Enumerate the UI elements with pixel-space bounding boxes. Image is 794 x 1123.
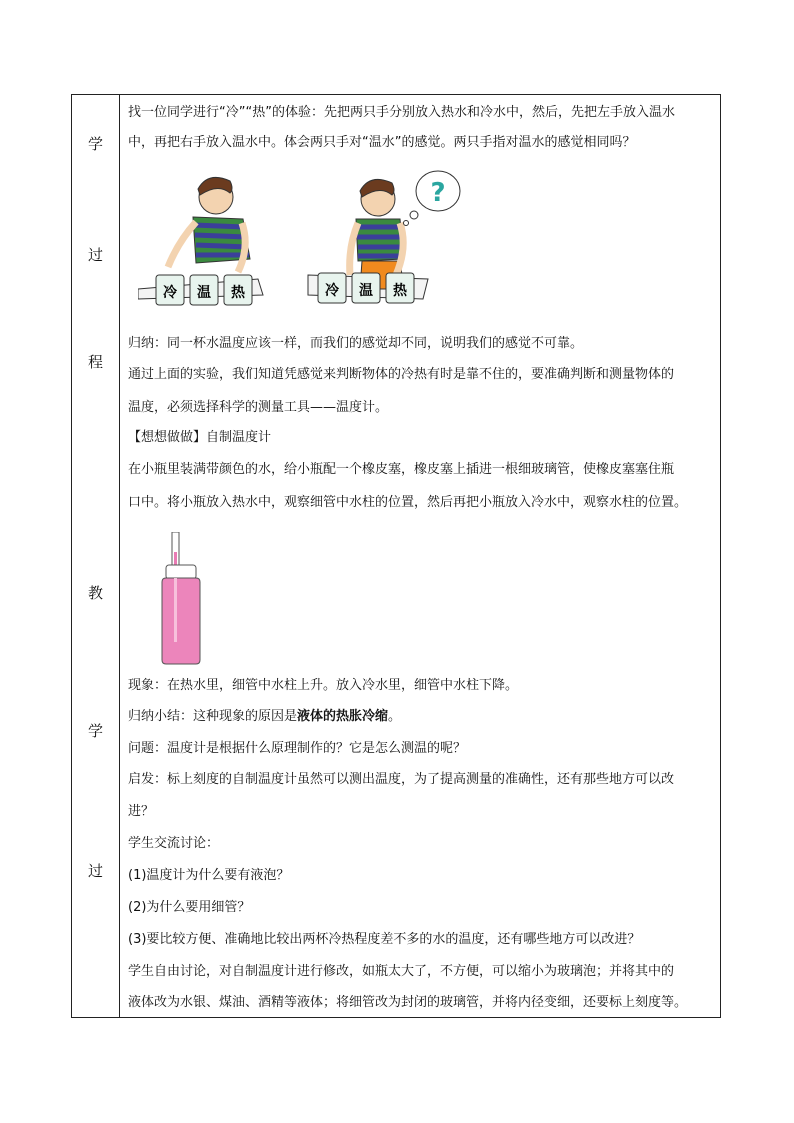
thought-bubble bbox=[404, 171, 461, 226]
column-divider bbox=[119, 95, 120, 1017]
paragraph-line: 【想想做做】自制温度计 bbox=[128, 430, 272, 445]
question-item: (3)要比较方便、准确地比较出两杯冷热程度差不多的水的温度，还有哪些地方可以改进？ bbox=[128, 932, 641, 947]
cup-label-cold: 冷 bbox=[325, 283, 339, 299]
paragraph-line: 现象：在热水里，细管中水柱上升。放入冷水里，细管中水柱下降。 bbox=[128, 678, 519, 693]
paragraph-line: 口中。将小瓶放入热水中，观察细管中水柱的位置，然后再把小瓶放入冷水中，观察水柱的位置。 bbox=[128, 495, 688, 510]
question-item: (2)为什么要用细管？ bbox=[128, 900, 251, 915]
paragraph-line: 学生自由讨论，对自制温度计进行修改，如瓶太大了，不方便，可以缩小为玻璃泡；并将其中的 bbox=[128, 964, 675, 979]
paragraph-line: 通过上面的实验，我们知道凭感觉来判断物体的冷热有时是靠不住的，要准确判断和测量物体的 bbox=[128, 367, 675, 382]
summary-suffix: 。 bbox=[388, 709, 402, 724]
experiment-illustration bbox=[138, 167, 478, 317]
paragraph-line: 中，再把右手放入温水中。体会两只手对“温水”的感觉。两只手指对温水的感觉相同吗？ bbox=[128, 135, 636, 150]
paragraph-line: 学生交流讨论： bbox=[128, 836, 220, 851]
cup-label-warm: 温 bbox=[197, 285, 211, 301]
cup-group-right bbox=[318, 273, 414, 303]
cup-group-left bbox=[156, 275, 252, 305]
side-label: 教 bbox=[87, 584, 103, 602]
question-item: (1)温度计为什么要有液泡？ bbox=[128, 868, 290, 883]
summary-key-phrase: 液体的热胀冷缩 bbox=[297, 709, 389, 724]
paragraph-line bbox=[128, 702, 401, 732]
paragraph-line: 进？ bbox=[128, 804, 155, 819]
paragraph-line: 启发：标上刻度的自制温度计虽然可以测出温度，为了提高测量的准确性，还有那些地方可以改 bbox=[128, 772, 675, 787]
paragraph-line: 找一位同学进行“冷”“热”的体验：先把两只手分别放入热水和冷水中，然后，先把左手放入温水 bbox=[128, 105, 675, 120]
question-mark-icon: ? bbox=[430, 178, 446, 208]
paragraph-line: 在小瓶里装满带颜色的水，给小瓶配一个橡皮塞，橡皮塞上插进一根细玻璃管，使橡皮塞塞住瓶 bbox=[128, 462, 675, 477]
side-label: 程 bbox=[87, 353, 103, 371]
paragraph-line: 温度，必须选择科学的测量工具——温度计。 bbox=[128, 400, 389, 415]
cup-label-cold: 冷 bbox=[163, 285, 177, 301]
paragraph-line: 问题：温度计是根据什么原理制作的？它是怎么测温的呢？ bbox=[128, 741, 467, 756]
cup-label-warm: 温 bbox=[359, 283, 373, 299]
paragraph-line: 液体改为水银、煤油、酒精等液体；将细管改为封闭的玻璃管，并将内径变细，还要标上刻度等。 bbox=[128, 995, 688, 1010]
side-label: 过 bbox=[87, 246, 103, 264]
lesson-table bbox=[71, 94, 721, 1018]
paragraph-line: 归纳：同一杯水温度应该一样，而我们的感觉却不同，说明我们的感觉不可靠。 bbox=[128, 336, 584, 351]
cup-label-hot: 热 bbox=[231, 285, 245, 301]
side-label: 学 bbox=[87, 135, 103, 153]
homemade-thermometer-illustration bbox=[158, 532, 208, 667]
summary-prefix: 归纳小结：这种现象的原因是 bbox=[128, 709, 298, 724]
side-label: 学 bbox=[87, 722, 103, 740]
cup-label-hot: 热 bbox=[393, 283, 407, 299]
side-label: 过 bbox=[87, 862, 103, 880]
